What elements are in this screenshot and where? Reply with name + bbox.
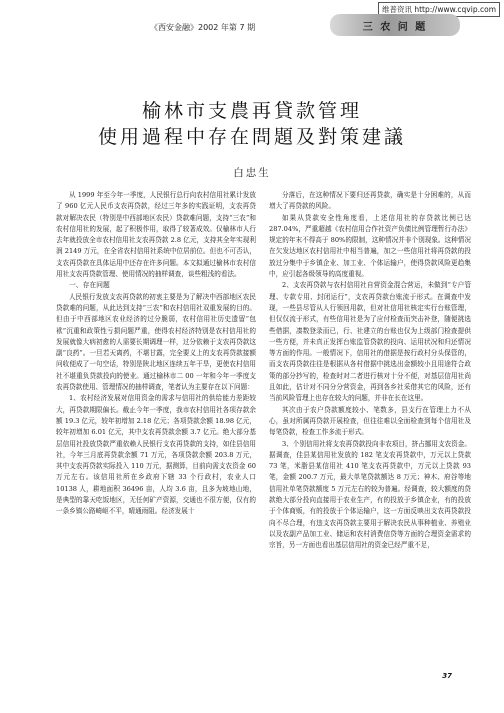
body-paragraph: 分落后，在这种情况下要归还再贷款，确实是十分困难的，从而增大了再贷款的风险。 (269, 191, 471, 211)
body-paragraph: 1、农村经济发展对信用资金的需求与信用社的供给能力差距较大，再贷款期限偏长。截止今年一季度，我市农村信用社各项存款余额 19.3 亿元，较年初增加 2.18 亿元；各项贷款余额 18.98 亿元，较年初增加 6.01 亿元，其中支农再贷款余额 3.7 亿元。绝大部分基层信用社投放贷款严重依赖人民银行支农再贷款的支持，如佳县信用社，今年三月底再贷款余额 71 万元，各项贷款余额 203.8 万元，其中支农再贷款实际投入 110 万元，据测算，目前向需支农资金 60 万元左右。该信用社所在乡政府下辖 33 个行政村，农业人口 10138 人，耕地面积 36496 亩，人均 3.6 亩，且多为坡地山地，是典型的靠天吃饭地区，无任何矿产资源，交通也不很方便，仅有的一条乡镇公路崎岖不平，晴通雨阻。经济发展十 (56, 394, 256, 516)
article-author: 白忠生 (233, 167, 271, 179)
body-paragraph: 3、个别信用社将支农再贷款投向非农项目，挤占挪用支农资金。据调查，佳县某信用社发放的 182 笔支农再贷款中，万元以上贷款 73 笔，米脂县某信用社 410 笔支农再贷款中，万元以上贷款 93 笔，金额 200.7 万元，最大单笔贷款额达 8 万元；神木、府谷等地信用社单笔贷款额度 5 万元左右的较为普遍。经调查，较大额度的贷款绝大部分投向直接用于农业生产，有的投放于乡镇企业，有的投放于个体商贩，有的投放于个体运输户，这一方面反映出支农再贷款投向不尽合理，有违支农再贷款主要用于解决农民从事种植业、养殖业以及农副产品加工业、储运和农村消费信贷等方面的合理资金需求的宗旨，另一方面也看出基层信用社的资金已经严重不足， (269, 439, 471, 550)
left-text-column (56, 190, 256, 640)
watermark: 维普资讯 http://www.cqvip.com (378, 2, 500, 17)
section-banner (330, 14, 460, 36)
body-paragraph: 如果从贷款安全性角度看，上述信用社的存贷款比例已达 287.04%，严重超越《农村信用合作社资产负债比例管理暂行办法》规定的年末不得高于 80%的限制，这种情况并非个别现象。这种情况在欠发达地区农村信用社中相当普遍，加之一些信用社将再贷款的投放过分集中于乡镇企业、加工业、个体运输户，使得贷款风险更趋集中，应引起各级领导的高度重视。 (269, 213, 471, 279)
journal-issue-header: 《西安金融》2002 年第 7 期 (150, 23, 256, 32)
page-number: 37 (442, 672, 452, 680)
right-text-column (269, 190, 471, 640)
body-paragraph: 从 1999 年至今年一季度，人民银行总行向农村信用社累计发放了 960 亿元人民币支农再贷款，经过三年多的实践证明，支农再贷款对解决农民（特别是中西部地区农民）贷款难问题，支持“三农”和农村信用社的发展，起了积极作用，取得了较著成效。仅榆林市人行去年就投放全市农村信用社支农再贷款 2.8 亿元，支持其全年实现利润 2149 万元，在全省农村信用社系统中位居前位。但也不可否认，支农再贷款在具体运用中还存在许多问题。本文拟通过榆林市农村信用社支农再贷款管理、使用情况的抽样调查，谈些粗浅的看法。 (56, 191, 256, 279)
section-banner-label: 三 农 问 题 (362, 21, 428, 33)
body-paragraph: 其次由于农户贷款额度较小、笔数多，县支行在管理上力不从心，虽对所属再贷款开展检查，但往往难以全面检查到每个信用社及每笔贷款，检查工作多流于形式。 (269, 405, 471, 437)
body-paragraph: 人民银行发放支农再贷款的初衷主要是为了解决中西部地区农民贷款难的问题，从此达到支持“三农”和农村信用社双重发展的目的。但由于中西部地区农业经济的过分脆弱，农村信用社历史遗留“包袱”沉重和政策性亏损问题严重，使得农村经济特别是农村信用社的发展就像大病初愈的人需要长期调理一样，过分依赖于支农再贷款这副“良药”。一旦若天离药，不堪甘露，完全要义上的支农再贷款接额问收便成了一句空话，特别是陕北地区连续五年干旱，更使农村信用社不堪重负贷款投向的使业。通过榆林市二 00 一年和今年一季度支农再贷款使用、管理情况的抽样调查，笔者认为主要存在以下问题： (56, 292, 256, 392)
section-heading: 一、存在问题 (69, 281, 110, 290)
article-title-line1: 榆林市支農再貸款管理 (141, 100, 362, 122)
article-title-line2: 使用過程中存在問題及對策建議 (97, 126, 406, 148)
body-paragraph: 2、支农再贷款与农村信用社自营资金混合营运，未做到“专户管理、专款专用、封闭运行”，支农再贷款台账流于形式。在调查中发现，一些县尽管从人行领回用款，但对社信用社核定实行台账管理，但仅仅流于形式，有些信用社是为了应付检查而突击补登，随便挑选些借据，凑数登录而已，行、社建立的台账也仅为上级部门检查提供一些方便，并未真正发挥台账监管贷款的投向、运用状况和归还情况等方面的作用。一般情况下，信用社的借据是按行政村分头保管的，而支农再贷款往往是根据从各村借据中挑选出金额较小且用途符合政策的部分抄写的，检查时对二者进行核对十分不便，对基层信用社尚且如此，估计对不同分分营资金，再到各乡社采借其它的风险，还有当前风险管理上也存在较大的问题，并非在长在这里。 (269, 281, 471, 403)
